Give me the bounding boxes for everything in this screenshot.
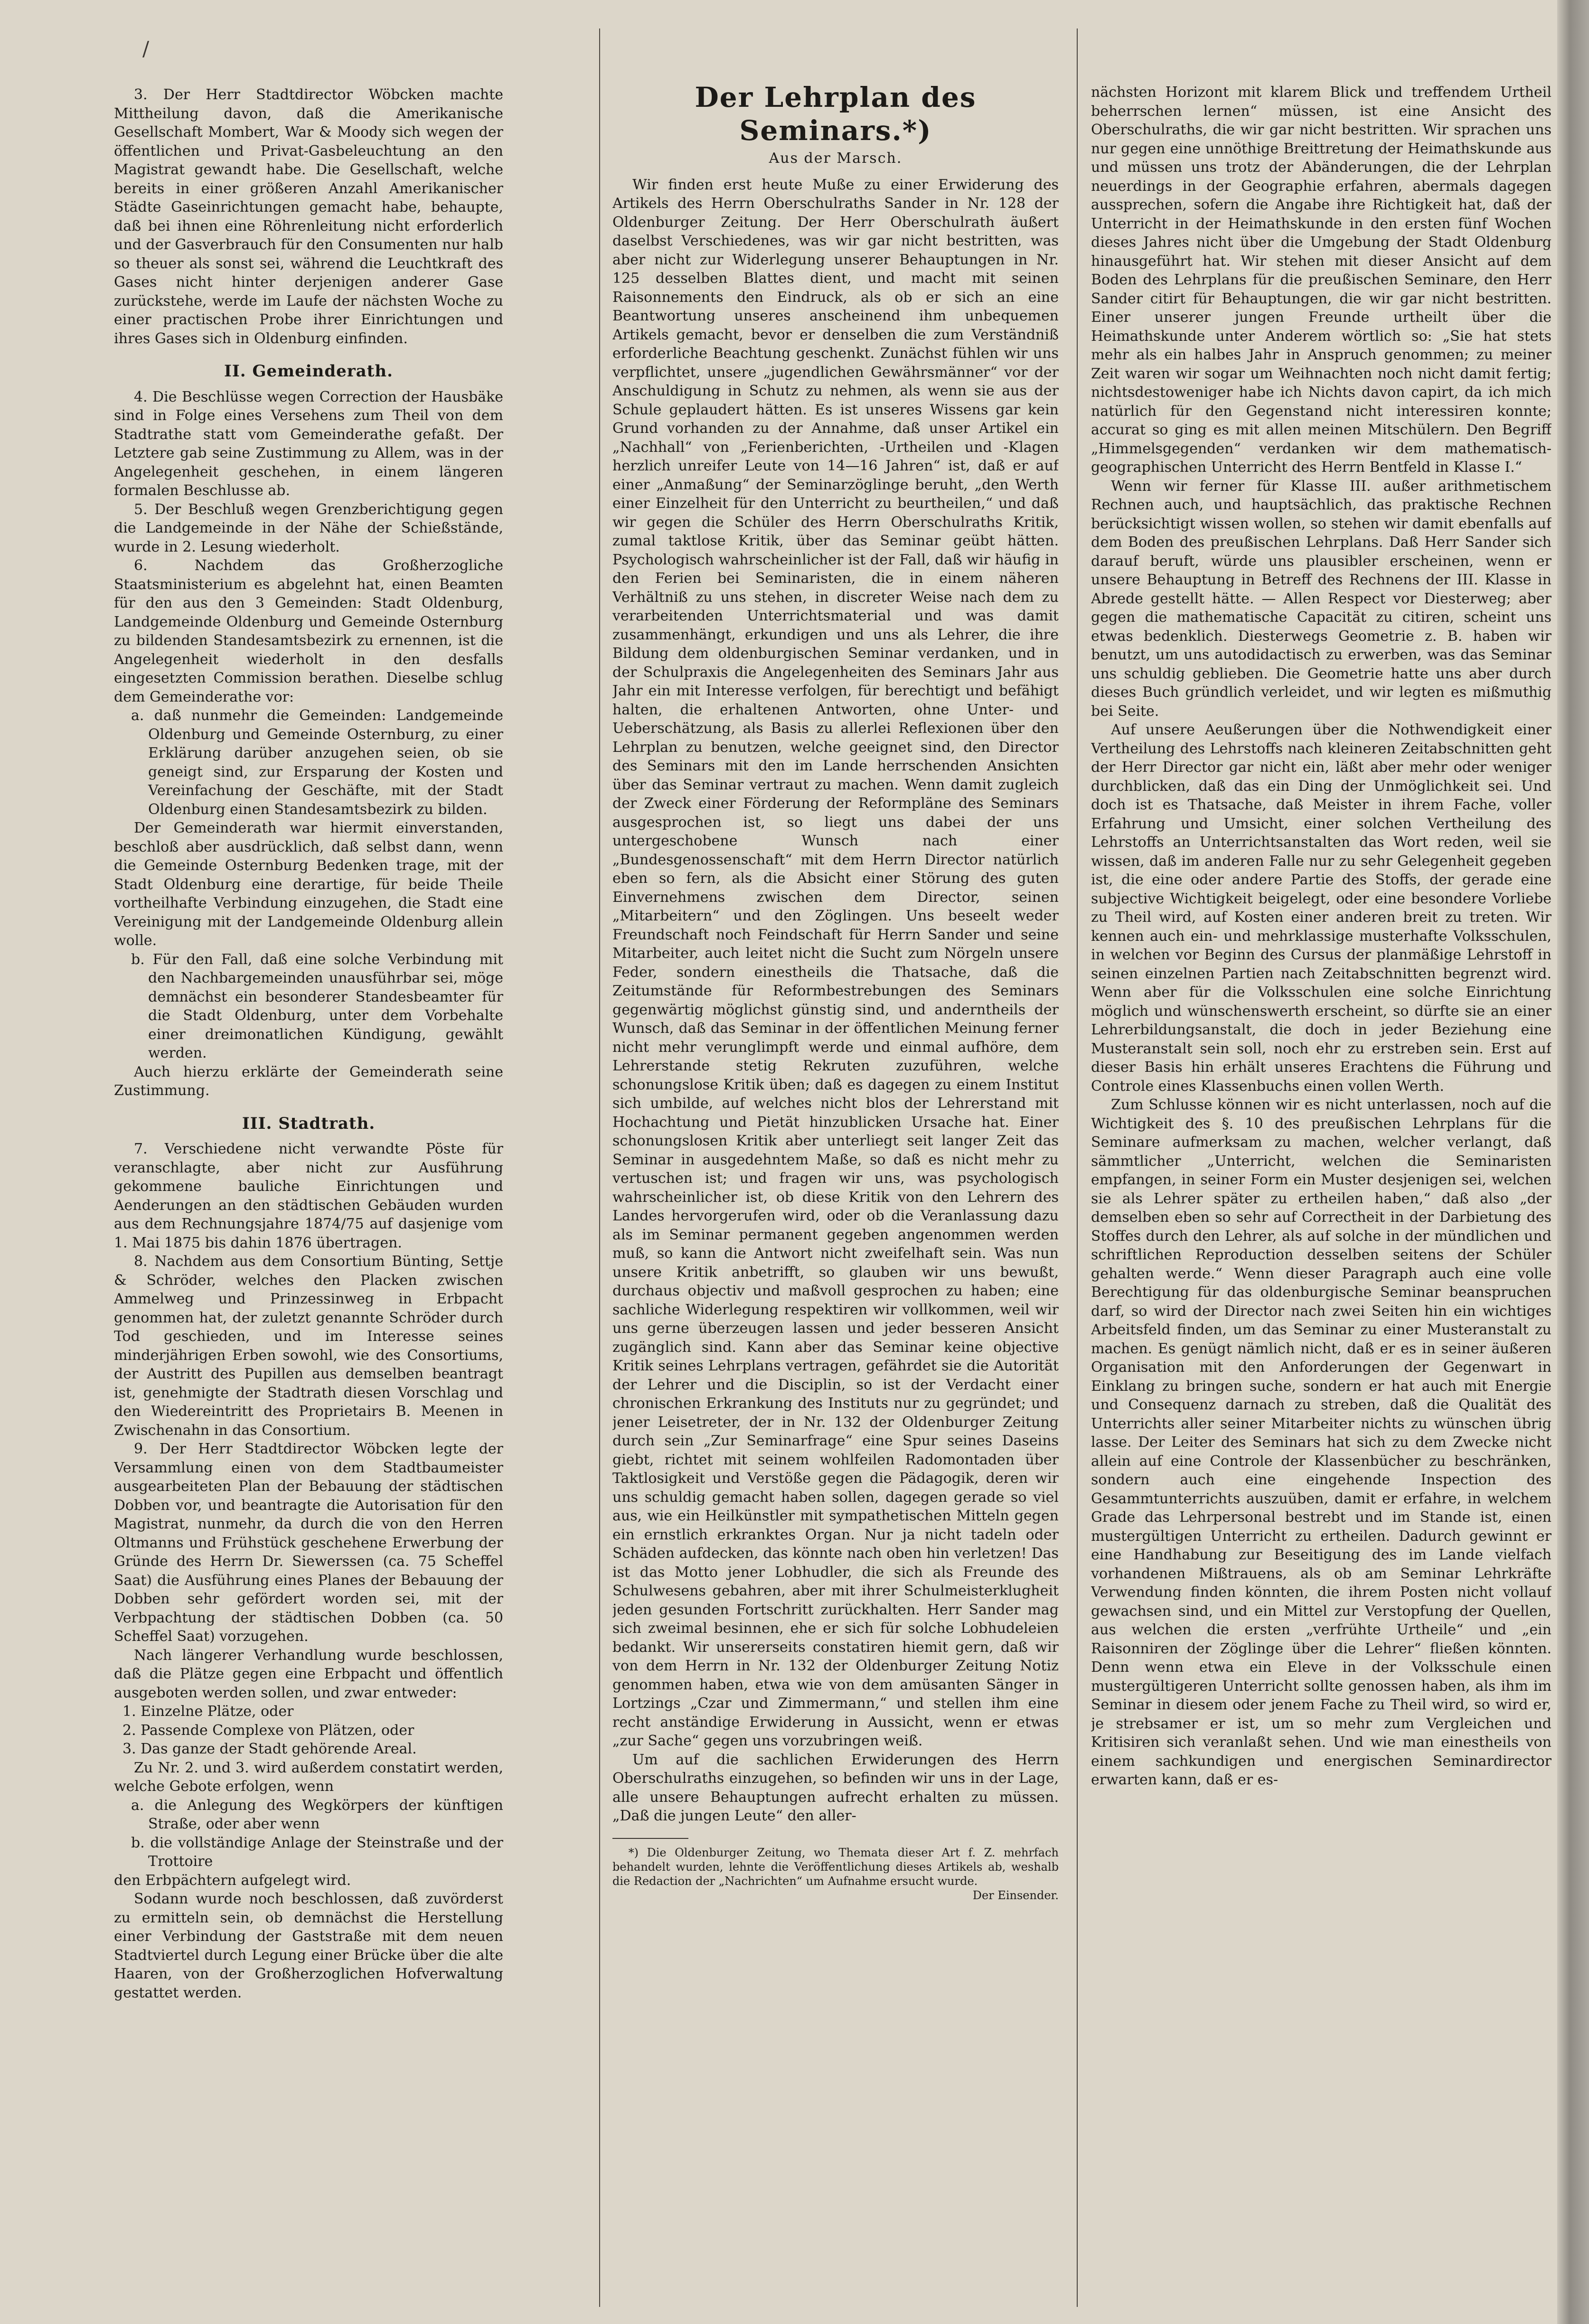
paragraph: Sodann wurde noch beschlossen, daß zuvörderst zu ermitteln sein, ob demnächst die Herstellung einer Verbindung der Gaststraße mit dem neuen Stadtviertel durch Legung einer Brücke über die alte Haaren, von der Großherzoglichen Hofverwaltung gestattet werden. — [114, 1891, 503, 2001]
list-item: 2. Passende Complexe von Plätzen, oder — [122, 1722, 414, 1739]
paragraph: 3. Der Herr Stadtdirector Wöbcken machte Mittheilung davon, daß die Amerikanische Gesellschaft Mombert, War & Moody sich wegen der öffentlichen und Privat-Gasbeleuchtung an den Magistrat gewandt habe. Die Gesellschaft, welche bereits in einer größeren Anzahl Amerikanischer Städte Gaseinrichtungen gemacht habe, behaupte, daß bei ihnen eine Röhrenleitung nicht erforderlich und der Gasverbrauch für den Consumenten nur halb so theuer als sonst sei, während die Leuchtkraft des Gases nicht hinter derjenigen anderer Gase zurückstehe, werde im Laufe der nächsten Woche zu einer practischen Probe ihrer Einrichtungen und ihres Gases sich in Oldenburg einfinden. — [114, 86, 503, 347]
paragraph: Nach längerer Verhandlung wurde beschlossen, daß die Plätze gegen eine Erbpacht und öffentlich ausgeboten werden sollen, und zwar entweder: — [114, 1647, 503, 1701]
paragraph: Der Gemeinderath war hiermit einverstanden, beschloß aber ausdrücklich, daß selbst dann, wenn die Gemeinde Osternburg Bedenken trage, mit der Stadt Oldenburg eine derartige, für beide Theile vortheilhafte Verbindung einzugehen, die Stadt eine Vereinigung mit der Landgemeinde Oldenburg allein wolle. — [114, 820, 503, 949]
paragraph: Auch hierzu erklärte der Gemeinderath seine Zustimmung. — [114, 1063, 503, 1099]
column-rule — [599, 28, 600, 2307]
list-item: 3. Das ganze der Stadt gehörende Areal. — [122, 1741, 417, 1757]
column-municipal-report — [114, 85, 503, 2324]
footnote-signature: Der Einsender. — [972, 1888, 1059, 1902]
list-item: a. daß nunmehr die Gemeinden: Landgemeinde Oldenburg und Gemeinde Osternburg, zu einer Erklärung darüber anzugehen seien, ob sie geneigt sind, zur Ersparung der Kosten und Vereinfachung der Geschäfte, mit der Stadt Oldenburg einen Standesamtsbezirk zu bilden. — [131, 707, 503, 818]
paragraph: 5. Der Beschluß wegen Grenzberichtigung gegen die Landgemeinde in der Nähe der Schießstände, wurde in 2. Lesung wiederholt. — [114, 501, 503, 555]
list-item: 1. Einzelne Plätze, oder — [122, 1703, 294, 1720]
list-item: a. die Anlegung des Wegkörpers der künftigen Straße, oder aber wenn — [131, 1797, 503, 1832]
list-item: b. Für den Fall, daß eine solche Verbindung mit den Nachbargemeinden unausführbar sei, möge demnächst ein besonderer Standesbeamter für die Stadt Oldenburg, unter dem Vorbehalte einer dreimonatlichen Kündigung, gewählt werden. — [131, 951, 503, 1061]
footnote: *) Die Oldenburger Zeitung, wo Themata dieser Art f. Z. mehrfach behandelt wurden, lehnte die Veröffentlichung dieses Artikels ab, weshalb die Redaction der „Nachrichten“ um Aufnahme ersucht wurde. — [612, 1846, 1059, 1888]
paragraph: Auf unsere Aeußerungen über die Nothwendigkeit einer Vertheilung des Lehrstoffs nach kleineren Zeitabschnitten geht der Herr Director gar nicht ein, läßt aber mehr oder weniger durchblicken, daß das ein Ding der Unmöglichkeit sei. Und doch ist es Thatsache, daß Meister in ihrem Fache, voller Erfahrung und Umsicht, einer solchen Vertheilung des Lehrstoffs an Unterrichtsanstalten das Wort reden, weil sie wissen, daß im anderen Falle nur zu sehr Gelegenheit gegeben ist, die eine oder andere Partie des Stoffs, der gerade eine subjective Wichtigkeit beigelegt, oder eine besondere Vorliebe zu Theil wird, auf Kosten einer anderen breit zu treten. Wir kennen auch ein- und mehrklassige musterhafte Volksschulen, in welchen vor Beginn des Cursus der planmäßige Lehrstoff in seinen einzelnen Partien nach Zeitabschnitten begrenzt wird. Wenn aber für die Volksschulen eine solche Einrichtung möglich und wünschenswerth erscheint, so dürfte sie an einer Lehrerbildungsanstalt, die doch in jeder Beziehung eine Musteranstalt sein soll, noch ehr zu erstreben sein. Erst auf dieser Basis hin erhält unseres Erachtens die Führung und Controle eines Klassenbuchs einen vollen Werth. — [1091, 722, 1551, 1095]
paragraph: Wenn wir ferner für Klasse III. außer arithmetischem Rechnen auch, und hauptsächlich, das praktische Rechnen berücksichtigt wissen wollen, so stehen wir damit ebenfalls auf dem Boden des preußischen Lehrplans. Daß Herr Sander sich darauf beruft, würde uns plausibler erscheinen, wenn er unsere Behauptung in Betreff des Rechnens der III. Klasse in Abrede gestellt hätte. — Allen Respect vor Diesterweg; aber gegen die mathematische Capacität zu citiren, scheint uns etwas bedenklich. Diesterwegs Geometrie z. B. haben wir benutzt, um uns autodidactisch zu erwerben, was das Seminar uns schuldig geblieben. Die Geometrie hatte uns aber durch dieses Buch gründlich verleidet, und wir legten es mißmuthig bei Seite. — [1091, 478, 1551, 720]
section-heading: II. Gemeinderath. — [224, 362, 393, 381]
section-heading: III. Stadtrath. — [242, 1114, 376, 1133]
article-byline: Aus der Marsch. — [769, 150, 903, 167]
paragraph: Wir finden erst heute Muße zu einer Erwiderung des Artikels des Herrn Oberschulraths Sander in Nr. 128 der Oldenburger Zeitung. Der Herr Oberschulrath äußert daselbst Verschiedenes, was wir gar nicht bestritten, was aber nicht zur Widerlegung unserer Behauptungen in Nr. 125 desselben Blattes dient, und macht mit seinen Raisonnements den Eindruck, als ob er sich an eine Beantwortung unseres anscheinend ihm unbequemen Artikels gemacht, bevor er denselben die zum Verständniß erforderliche Beachtung geschenkt. Zunächst fühlen wir uns verpflichtet, unsere „jugendlichen Gewährsmänner“ vor der Anschuldigung in Schutz zu nehmen, als wenn sie aus der Schule geplaudert hätten. Es ist unseres Wissens gar kein Grund vorhanden zu der Annahme, daß unser Artikel ein „Nachhall“ von „Ferienberichten, -Urtheilen und -Klagen herzlich unreifer Leute von 14—16 Jahren“ ist, daß er auf einer „Anmaßung“ der Seminarzöglinge beruht, „den Werth einer Einzelheit für den Unterricht zu beurtheilen,“ und daß wir gegen die Schüler des Herrn Oberschulraths Kritik, zumal taktlose Kritik, über das Seminar geübt hätten. Psychologisch wahrscheinlicher ist der Fall, daß wir häufig in den Ferien bei Seminaristen, die in einem näheren Verhältniß zu uns stehen, in discreter Weise nach dem zu verarbeitenden Unterrichtsmaterial und was damit zusammenhängt, erkundigen und uns als Lehrer, die ihre Bildung dem oldenburgischen Seminar verdanken, und in der Schulpraxis die Angelegenheiten des Seminars Jahr aus Jahr ein mit Interesse verfolgen, für berechtigt und befähigt halten, die erhaltenen Antworten, ohne Unter- und Ueberschätzung, als Basis zu allerlei Reflexionen über den Lehrplan zu benutzen, welche geeignet sind, den Director des Seminars mit den im Lande herrschenden Ansichten über das Seminar vertraut zu machen. Wenn damit zugleich der Zweck einer Förderung der Reformpläne des Seminars ausgesprochen ist, so liegt uns dabei der uns untergeschobene Wunsch nach einer „Bundesgenossenschaft“ mit dem Herrn Director natürlich eben so fern, als die Absicht einer Störung des guten Einvernehmens zwischen dem Director, seinen „Mitarbeitern“ und den Zöglingen. Uns beseelt weder Freundschaft noch Feindschaft für Herrn Sander und seine Mitarbeiter, auch leitet nicht die Sucht zum Nörgeln unsere Feder, sondern einestheils die Thatsache, daß die Zeitumstände für Reformbestrebungen des Seminars gegenwärtig möglichst günstig sind, und anderntheils der Wunsch, daß das Seminar in der öffentlichen Meinung ferner nicht mehr verunglimpft werde und einmal aufhöre, dem Lehrerstande stetig Rekruten zuzuführen, welche schonungslose Kritik üben; daß es dagegen zu einem Institut sich umbilde, auf welches nicht blos der Lehrerstand mit Hochachtung und Pietät hinzublicken Ursache hat. Einer schonungslosen Kritik aber unterliegt seit langer Zeit das Seminar in ausgedehntem Maße, so daß es nicht mehr zu vertuschen ist; und fragen wir uns, was psychologisch wahrscheinlicher ist, ob diese Kritik von den Lehrern des Landes hervorgerufen wird, oder ob die Veranlassung dazu als im Seminar permanent gegeben angenommen werden muß, so kann die Antwort nicht zweifelhaft sein. Was nun unsere Kritik anbetrifft, so glauben wir uns bewußt, durchaus objectiv und maßvoll gesprochen zu haben; eine sachliche Widerlegung respektiren wir vollkommen, weil wir uns gerne überzeugen lassen und jeder besseren Ansicht zugänglich sind. Kann aber das Seminar keine objective Kritik seines Lehrplans vertragen, gefährdet sie die Autorität der Lehrer und die Disciplin, so ist der Verdacht einer chronischen Erkrankung des Instituts nur zu gegründet; und jener Leisetreter, der in Nr. 132 der Oldenburger Zeitung durch sein „Zur Seminarfrage“ eine Spur seines Daseins giebt, richtet mit seinem wohlfeilen Radomontaden über Taktlosigkeit und Verstöße gegen die Pädagogik, deren wir uns schuldig gemacht haben sollen, dagegen gerade so viel aus, wie ein Heilkünstler mit sympathetischen Mitteln gegen ein ernstlich erkranktes Organ. Nur ja nicht tadeln oder Schäden aufdecken, das könnte nach oben hin verletzen! Das ist das Motto jener Lobhudler, die sich als Freunde des Schulwesens gebahren, aber mit ihrer Schulmeisterklugheit jeden gesunden Fortschritt zurückhalten. Herr Sander mag sich zweimal besinnen, ehe er sich für solche Lobhudeleien bedankt. Wir unsererseits constatiren hiemit gern, daß wir von dem Herrn in Nr. 132 der Oldenburger Zeitung Notiz genommen haben, etwa wie von dem amüsanten Sänger in Lortzings „Czar und Zimmermann,“ und stellen ihm eine recht anständige Erwiderung in Aussicht, wenn er etwas „zur Sache“ gegen uns vorzubringen weiß. — [612, 176, 1059, 1749]
paragraph: 9. Der Herr Stadtdirector Wöbcken legte der Versammlung einen von dem Stadtbaumeister ausgearbeiteten Plan der Bebauung der städtischen Dobben vor, und beantragte die Autorisation für den Magistrat, nunmehr, da durch die von den Herren Oltmanns und Frühstück geschehene Erwerbung der Gründe des Herrn Dr. Siewerssen (ca. 75 Scheffel Saat) die Ausführung eines Planes der Bebauung der Dobben sehr gefördert worden sei, mit der Verbpachtung der städtischen Dobben (ca. 50 Scheffel Saat) vorzugehen. — [114, 1441, 503, 1645]
paragraph: nächsten Horizont mit klarem Blick und treffendem Urtheil beherrschen lernen“ müssen, ist eine Ansicht des Oberschulraths, die wir gar nicht bestritten. Wir sprachen uns nur gegen eine unnöthige Breittretung der Heimathskunde aus und müssen uns trotz der Abänderungen, die der Lehrplan neuerdings in der Geographie erfahren, abermals dagegen aussprechen, sofern die Angabe ihre Richtigkeit hat, daß der Unterricht in der Heimathskunde in den ersten fünf Wochen dieses Jahres nicht über die Umgebung der Stadt Oldenburg hinausgeführt hat. Wir stehen mit dieser Ansicht auf dem Boden des Lehrplans für die preußischen Seminare, den Herr Sander citirt für Behauptungen, die wir gar nicht bestritten. Einer unserer jungen Freunde urtheilt über die Heimathskunde unter Anderem wörtlich so: „Sie hat stets mehr als ein halbes Jahr in Anspruch genommen; zu meiner Zeit waren wir sogar um Weihnachten noch nicht damit fertig; nichtsdestoweniger habe ich Nichts davon capirt, da ich mich natürlich für den Gegenstand nicht interessiren konnte; accurat so ging es mit allen meinen Mitschülern. Den Begriff „Himmelsgegenden“ verdanken wir dem mathematisch-geographischen Unterricht des Herrn Bentfeld in Klasse I.“ — [1091, 84, 1551, 476]
article-headline: Der Lehrplan des Seminars.*) — [695, 81, 977, 147]
paragraph: 7. Verschiedene nicht verwandte Pöste für veranschlagte, aber nicht zur Ausführung gekommene bauliche Einrichtungen und Aenderungen an den städtischen Gebäuden wurden aus dem Rechnungsjahre 1874/75 auf dasjenige vom 1. Mai 1875 bis dahin 1876 übertragen. — [114, 1141, 503, 1251]
margin-pencil-mark: / — [142, 37, 150, 60]
column-article-continued — [1091, 83, 1551, 2324]
list-item: b. die vollständige Anlage der Steinstraße und der Trottoire — [131, 1834, 503, 1870]
paragraph: Zu Nr. 2. und 3. wird außerdem constatirt werden, welche Gebote erfolgen, wenn — [114, 1759, 503, 1795]
column-article-lehrplan — [612, 81, 1059, 2324]
footnote-divider — [612, 1838, 688, 1839]
paragraph: Zum Schlusse können wir es nicht unterlassen, noch auf die Wichtigkeit des §. 10 des preußischen Lehrplans für die Seminare aufmerksam zu machen, welcher verlangt, daß sämmtlicher „Unterricht, welchen die Seminaristen empfangen, in seiner Form ein Muster desjenigen sei, welchen sie als Lehrer später zu ertheilen haben,“ daß also „der demselben eben so sehr auf Correctheit in der Darbietung des Stoffes durch den Lehrer, als auf solche in der mündlichen und schriftlichen Reproduction desselben seitens der Schüler gehalten werde.“ Wenn dieser Paragraph auch eine volle Berechtigung für das oldenburgische Seminar beanspruchen darf, so wird der Director nach zwei Seiten hin ein wichtiges Arbeitsfeld finden, um das Seminar zu einer Musteranstalt zu machen. Es genügt nämlich nicht, daß er es in seiner äußeren Organisation mit den Anforderungen der Gegenwart in Einklang zu bringen suche, sondern er hat auch mit Energie und Consequenz darnach zu streben, daß die Qualität des Unterrichts aller seiner Mitarbeiter nichts zu wünschen übrig lasse. Der Leiter des Seminars hat sich zu dem Zwecke nicht allein auf eine Controle der Klassenbücher zu beschränken, sondern auch eine eingehende Inspection des Gesammtunterrichts auszuüben, damit er erfahre, in welchem Grade das Lehrpersonal bestrebt und im Stande ist, einen mustergültigen Unterricht zu ertheilen. Dadurch gewinnt er eine Handhabung zur Beseitigung des im Lande vielfach vorhandenen Mißtrauens, als ob am Seminar Lehrkräfte Verwendung finden könnten, die ihrem Posten nicht vollauf gewachsen sind, und ein Mittel zur Verstopfung der Quellen, aus welchen die ersten „verfrühte Urtheile“ und „ein Raisonniren der Zöglinge über die Lehrer“ fließen könnten. Denn wenn etwa ein Eleve in der Volksschule einen mustergültigeren Unterricht sollte genossen haben, als ihm im Seminar in diesem oder jenem Fache zu Theil wird, so wird er, je strebsamer er ist, um so mehr zum Vergleichen und Kritisiren sich veranlaßt sehen. Und wie man einestheils von einem sachkundigen und energischen Seminardirector erwarten kann, daß er es- — [1091, 1096, 1551, 1788]
paragraph: 4. Die Beschlüsse wegen Correction der Hausbäke sind in Folge eines Versehens zum Theil von dem Stadtrathe statt vom Gemeinderathe gefaßt. Der Letztere gab seine Zustimmung zu Allem, was in der Angelegenheit geschehen, in einem längeren formalen Beschlusse ab. — [114, 388, 503, 499]
paragraph: Um auf die sachlichen Erwiderungen des Herrn Oberschulraths einzugehen, so befinden wir uns in der Lage, alle unsere Behauptungen aufrecht erhalten zu müssen. „Daß die jungen Leute“ den aller- — [612, 1751, 1059, 1824]
paragraph: 8. Nachdem aus dem Consortium Bünting, Settje & Schröder, welches den Placken zwischen Ammelweg und Prinzessinweg in Erbpacht genommen hat, der zuletzt genannte Schröder durch Tod geschieden, und im Interesse seines minderjährigen Erben sowohl, wie des Consortiums, der Austritt des Pupillen aus demselben beantragt ist, genehmigte der Stadtrath diesen Vorschlag und den Wiedereintritt des Proprietairs B. Meenen in Zwischenahn in das Consortium. — [114, 1253, 503, 1439]
column-rule — [1077, 28, 1078, 2307]
page-edge — [1557, 0, 1589, 2324]
paragraph: 6. Nachdem das Großherzogliche Staatsministerium es abgelehnt hat, einen Beamten für den aus den 3 Gemeinden: Stadt Oldenburg, Landgemeinde Oldenburg und Gemeinde Osternburg zu bildenden Standesamtsbezirk zu ernennen, ist die Angelegenheit wiederholt in den desfalls eingesetzten Commission berathen. Dieselbe schlug dem Gemeinderathe vor: — [114, 557, 503, 705]
paragraph: den Erbpächtern aufgelegt wird. — [114, 1872, 351, 1889]
